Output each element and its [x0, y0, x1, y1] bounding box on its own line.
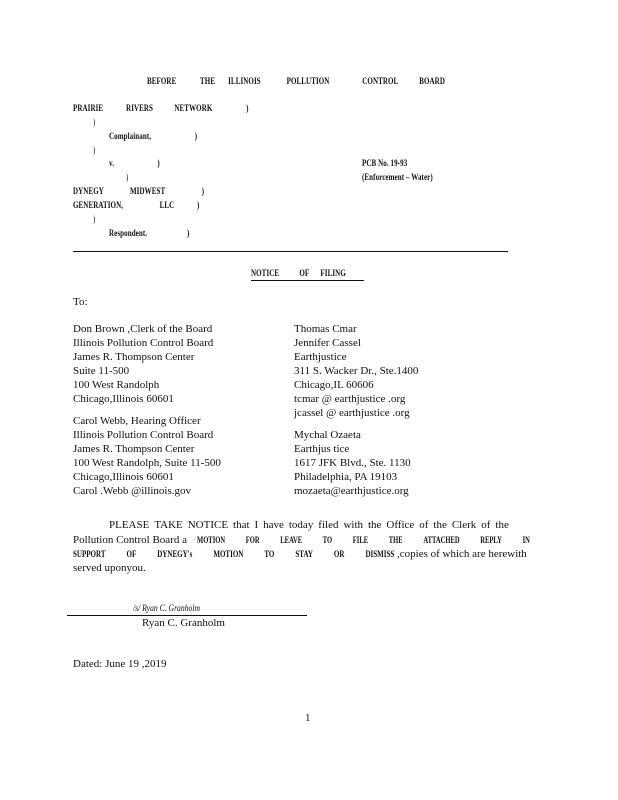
service-list-left — [73, 322, 221, 498]
dated-line: Dated: June 19 ,2019 — [73, 658, 167, 670]
notice-title-underline — [251, 280, 364, 281]
address-line: 1617 JFK Blvd., Ste. 1130 — [294, 457, 411, 469]
petitioner-word: RIVERS — [126, 103, 154, 113]
notice-word: with — [343, 519, 363, 531]
title-word: BOARD — [419, 76, 445, 86]
service-list-right — [294, 322, 418, 498]
notice-word: OR — [333, 549, 345, 559]
notice-word: IN — [522, 535, 530, 545]
respondent-text: Respondent. — [109, 228, 148, 238]
notice-title-word: OF — [299, 268, 310, 278]
address-line: Jennifer Cassel — [294, 337, 361, 349]
notice-word: PLEASE — [109, 519, 150, 531]
notice-word: have — [263, 519, 284, 531]
case-number: PCB No. 19-93 — [362, 158, 408, 168]
caption-paren: ) — [157, 158, 160, 168]
address-line: Illinois Pollution Control Board — [73, 337, 214, 349]
caption-paren: ) — [187, 228, 190, 238]
address-line: Mychal Ozaeta — [294, 429, 361, 441]
petitioner-word: PRAIRIE — [73, 103, 104, 113]
address-line: Don Brown ,Clerk of the Board — [73, 323, 213, 335]
notice-word: DYNEGY's — [157, 549, 193, 559]
to-label: To: — [73, 296, 88, 308]
notice-line-4: served uponyou. — [73, 562, 146, 574]
electronic-signature: /s/ Ryan C. Granholm — [133, 603, 201, 613]
address-line: Chicago,Illinois 60601 — [73, 471, 174, 483]
address-line: Chicago,Illinois 60601 — [73, 393, 174, 405]
address-line: Philadelphia, PA 19103 — [294, 471, 398, 483]
respondent-name-2 — [73, 200, 199, 210]
address-line: Chicago,IL 60606 — [294, 379, 374, 391]
notice-word: OF — [126, 549, 137, 559]
respondent-word: LLC — [159, 200, 175, 210]
notice-word: FILE — [352, 535, 369, 545]
email-address: Carol .Webb @illinois.gov — [73, 485, 192, 497]
board-title — [147, 76, 445, 86]
notice-word: DISMISS — [365, 549, 395, 559]
notice-word: STAY — [295, 549, 313, 559]
notice-word: the — [367, 519, 382, 531]
title-word: ILLINOIS — [228, 76, 261, 86]
email-address: jcassel @ earthjustice .org — [294, 407, 410, 419]
caption-paren: ) — [197, 200, 200, 210]
notice-word: TO — [322, 535, 333, 545]
address-line: James R. Thompson Center — [73, 443, 195, 455]
notice-word: filed — [318, 519, 339, 531]
address-line: 311 S. Wacker Dr., Ste.1400 — [294, 365, 419, 377]
title-word: THE — [200, 76, 216, 86]
email-address: mozaeta@earthjustice.org — [294, 485, 409, 497]
petitioner-name — [73, 103, 249, 113]
notice-word: TO — [264, 549, 275, 559]
notice-word: Clerk — [451, 519, 477, 531]
notice-word: NOTICE — [187, 519, 229, 531]
complainant-label — [109, 131, 197, 141]
caption-paren: ) — [194, 131, 198, 141]
notice-line-2-plain: Pollution Control Board a — [73, 534, 187, 546]
address-line: 100 West Randolph, Suite 11-500 — [73, 457, 221, 469]
email-address: tcmar @ earthjustice .org — [294, 393, 406, 405]
caption-paren: ) — [93, 117, 96, 127]
complainant-text: Complainant, — [109, 131, 152, 141]
notice-word: LEAVE — [280, 535, 303, 545]
notice-word: of — [481, 519, 491, 531]
notice-word: FOR — [245, 535, 260, 545]
notice-word: MOTION — [197, 535, 226, 545]
notice-title-word: NOTICE — [251, 268, 280, 278]
notice-word: the — [433, 519, 447, 531]
title-word: POLLUTION — [286, 76, 330, 86]
address-line: Earthjustice — [294, 351, 347, 363]
notice-line-3-plain: ,copies of which are herewith — [397, 548, 527, 560]
caption-paren: ) — [246, 103, 249, 113]
notice-title — [251, 268, 346, 278]
respondent-word: DYNEGY — [73, 186, 104, 196]
address-line: Illinois Pollution Control Board — [73, 429, 214, 441]
notice-word: SUPPORT — [73, 549, 106, 559]
notice-line-1 — [109, 518, 509, 532]
notice-word: MOTION — [213, 549, 244, 559]
notice-word: the — [495, 519, 509, 531]
notice-word: TAKE — [154, 519, 183, 531]
title-word: CONTROL — [362, 76, 399, 86]
caption-paren: ) — [93, 145, 96, 155]
caption-paren: ) — [93, 214, 96, 224]
notice-word: ATTACHED — [423, 535, 460, 545]
notice-word: Office — [386, 519, 415, 531]
address-line: Earthjus tice — [294, 443, 350, 455]
respondent-label — [109, 228, 189, 238]
respondent-word: MIDWEST — [129, 186, 166, 196]
address-line: Suite 11-500 — [73, 365, 130, 377]
signatory-name: Ryan C. Granholm — [142, 617, 225, 629]
address-line: James R. Thompson Center — [73, 351, 195, 363]
title-word: BEFORE — [147, 76, 177, 86]
notice-word: of — [419, 519, 429, 531]
notice-line-2-caps — [197, 535, 530, 545]
notice-title-word: FILING — [320, 268, 346, 278]
address-line: 100 West Randolph — [73, 379, 160, 391]
petitioner-word: NETWORK — [174, 103, 213, 113]
versus-label — [109, 158, 160, 168]
case-type: (Enforcement – Water) — [362, 172, 433, 182]
respondent-word: GENERATION, — [73, 200, 124, 210]
notice-line-3-caps — [73, 549, 394, 559]
caption-divider — [73, 251, 508, 252]
notice-word: today — [288, 519, 314, 531]
notice-word: I — [254, 519, 259, 531]
notice-word: REPLY — [480, 535, 502, 545]
respondent-name-1 — [73, 186, 204, 196]
versus-text: v. — [109, 158, 115, 168]
address-line: Thomas Cmar — [294, 323, 357, 335]
page-number: 1 — [305, 712, 311, 724]
notice-word: that — [233, 519, 250, 531]
address-line: Carol Webb, Hearing Officer — [73, 415, 201, 427]
caption-paren: ) — [201, 186, 205, 196]
notice-word: THE — [388, 535, 403, 545]
caption-paren: ) — [126, 172, 129, 182]
